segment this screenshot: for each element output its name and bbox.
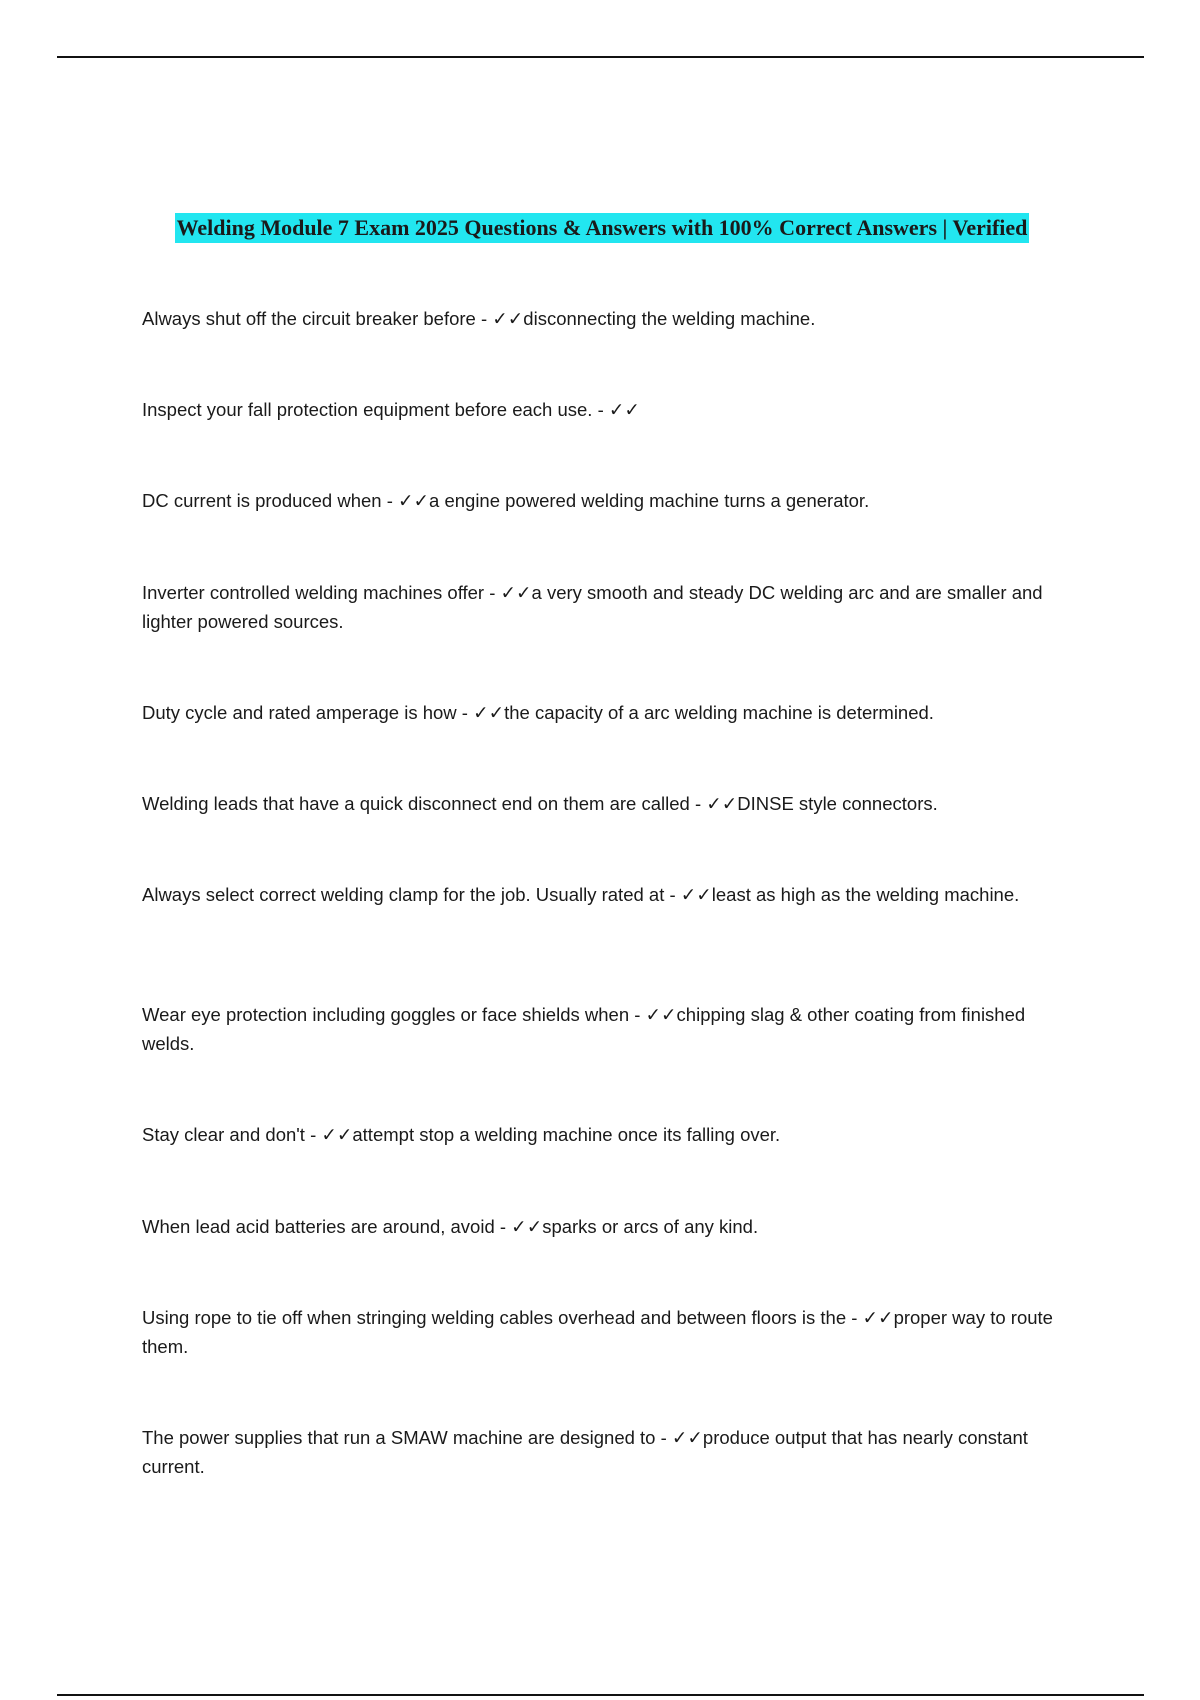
- qa-item-3: DC current is produced when - ✓✓a engine powered welding machine turns a generator.: [142, 490, 870, 511]
- qa-item-7: Always select correct welding clamp for the job. Usually rated at - ✓✓least as high as the welding machine.: [142, 884, 1020, 905]
- header-rule: [57, 56, 1144, 58]
- document-title: Welding Module 7 Exam 2025 Questions & Answers with 100% Correct Answers | Verified: [175, 213, 1030, 243]
- qa-item-5: Duty cycle and rated amperage is how - ✓✓the capacity of a arc welding machine is determined.: [142, 702, 934, 723]
- qa-item-1: Always shut off the circuit breaker before - ✓✓disconnecting the welding machine.: [142, 308, 816, 329]
- footer-rule: [57, 1694, 1144, 1696]
- title-block: [145, 213, 1059, 243]
- qa-item-9: Stay clear and don't - ✓✓attempt stop a welding machine once its falling over.: [142, 1124, 781, 1145]
- qa-item-8: Wear eye protection including goggles or face shields when - ✓✓chipping slag & other coating from finished welds.: [142, 1004, 1026, 1054]
- qa-item-2: Inspect your fall protection equipment before each use. - ✓✓: [142, 399, 640, 420]
- qa-item-10: When lead acid batteries are around, avoid - ✓✓sparks or arcs of any kind.: [142, 1216, 759, 1237]
- qa-item-11: Using rope to tie off when stringing welding cables overhead and between floors is the - ✓✓proper way to route them.: [142, 1307, 1053, 1357]
- qa-item-6: Welding leads that have a quick disconnect end on them are called - ✓✓DINSE style connectors.: [142, 793, 938, 814]
- qa-item-4: Inverter controlled welding machines offer - ✓✓a very smooth and steady DC welding arc and are smaller and lighter powered sources.: [142, 582, 1043, 632]
- qa-item-12: The power supplies that run a SMAW machine are designed to - ✓✓produce output that has nearly constant current.: [142, 1427, 1028, 1477]
